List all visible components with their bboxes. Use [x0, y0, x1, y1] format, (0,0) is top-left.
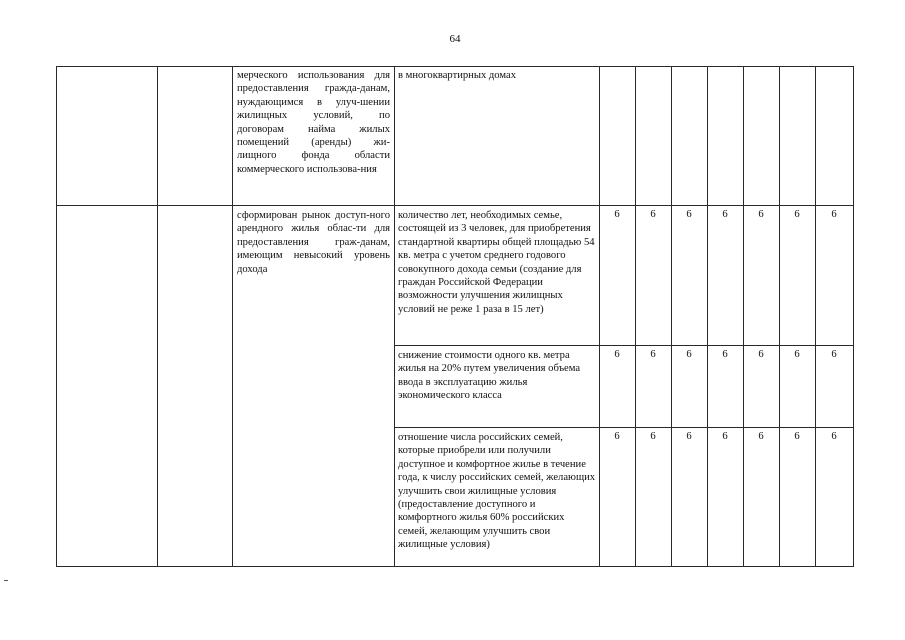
indicator-1-value: 6	[758, 209, 764, 220]
indicator-3-text: отношение числа российских семей, которые приобрели или получили доступное и комфортное жилье в течение года, к числу российских семей, желающих улучшить свои жилищные условия (предоставление доступного и комфортного жилья 60% российских семей, желающим улучшить свои жилищные условия)	[398, 432, 596, 551]
goal-text-continued: мерческого использования для предоставления гражда-данам, нуждающимся в улуч-шении жилищных условий, по договорам найма жилых помещений (аренды) жи-лищного фонда области коммерческого использова-ния	[237, 70, 390, 175]
indicator-1-value: 6	[831, 209, 837, 220]
indicator-2-value: 6	[686, 349, 692, 360]
page-number: 64	[449, 33, 461, 45]
indicator-1-value: 6	[794, 209, 800, 220]
goal-text: сформирован рынок доступ-ного арендного жилья облас-ти для предоставления граж-данам, имеющим невысокий уровень дохода	[237, 210, 390, 275]
indicator-3-value: 6	[831, 431, 837, 442]
indicator-3-value: 6	[794, 431, 800, 442]
indicator-3-value: 6	[650, 431, 656, 442]
indicator-1-value: 6	[650, 209, 656, 220]
indicator-2-value: 6	[722, 349, 728, 360]
indicator-2-value: 6	[758, 349, 764, 360]
indicator-1-value: 6	[614, 209, 620, 220]
indicator-1-text: количество лет, необходимых семье, состоящей из 3 человек, для приобретения стандартной квартиры общей площадью 54 кв. метра с учетом среднего годового совокупного дохода семьи (создание для граждан Российской Федерации возможности улучшения жилищных условий не реже 1 раза в 15 лет)	[398, 210, 595, 315]
margin-mark	[4, 580, 8, 581]
indicator-3-value: 6	[758, 431, 764, 442]
indicator-3-value: 6	[722, 431, 728, 442]
indicator-1-value: 6	[722, 209, 728, 220]
indicator-1-value: 6	[686, 209, 692, 220]
indicator-2-value: 6	[614, 349, 620, 360]
indicator-3-value: 6	[614, 431, 620, 442]
indicator-2-value: 6	[794, 349, 800, 360]
indicator-text-continued: в многоквартирных домах	[398, 70, 517, 81]
indicator-2-value: 6	[831, 349, 837, 360]
indicator-3-value: 6	[686, 431, 692, 442]
indicator-2-text: снижение стоимости одного кв. метра жилья на 20% путем увеличения объема ввода в эксплуатацию жилья экономического класса	[398, 350, 581, 402]
indicator-2-value: 6	[650, 349, 656, 360]
